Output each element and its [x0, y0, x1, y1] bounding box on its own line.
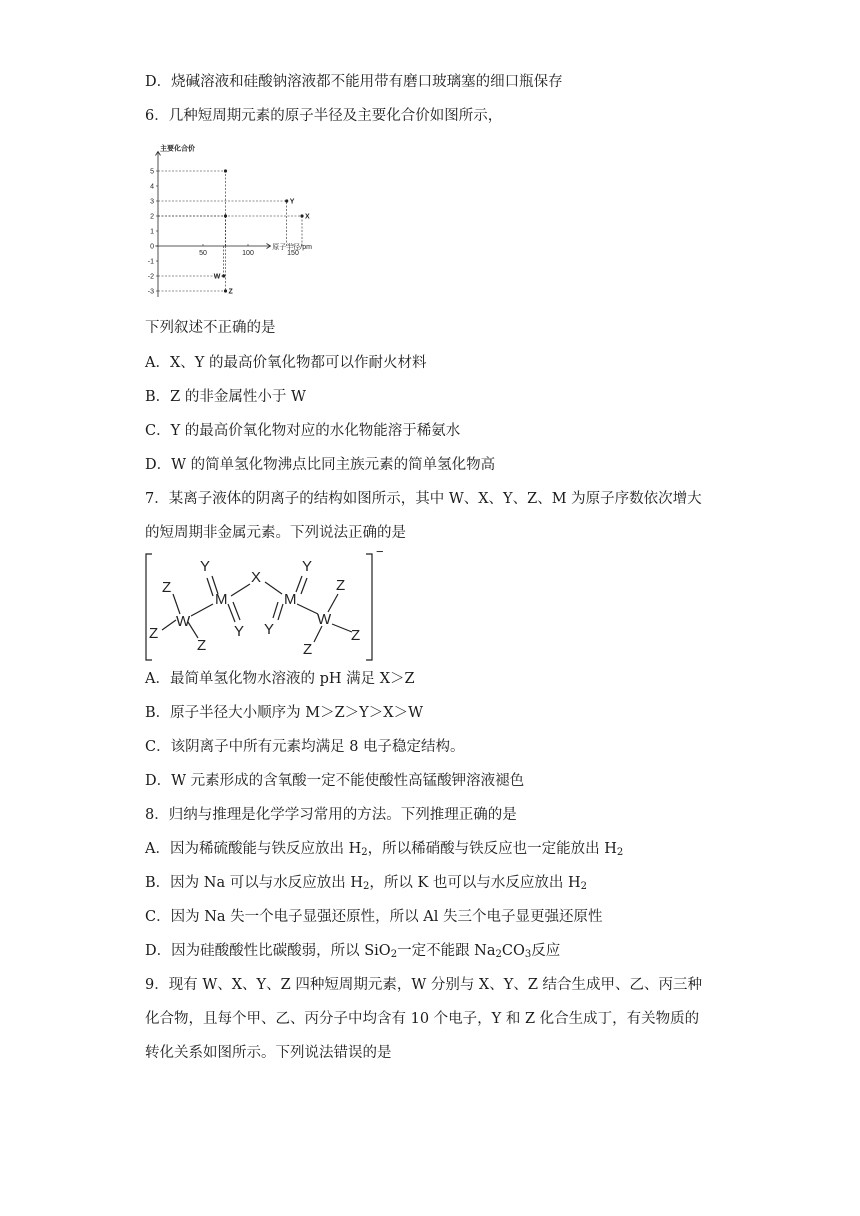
q8-d-text4: 反应 — [531, 943, 561, 959]
y-tick-label: -3 — [147, 288, 154, 296]
atom-y: Y — [200, 558, 211, 575]
x-tick-label: 100 — [242, 250, 254, 257]
y-tick-label: 4 — [150, 183, 154, 191]
y-tick-label: 5 — [150, 168, 154, 176]
q7-anion-structure — [140, 546, 400, 666]
atom-z: Z — [336, 577, 346, 594]
point-label: Y — [289, 198, 295, 206]
x-tick-label: 50 — [199, 250, 207, 257]
q8-option-c: C．因为 Na 失一个电子显强还原性，所以 Al 失三个电子显更强还原性 — [145, 909, 603, 925]
q8-option-d — [145, 941, 560, 961]
subscript: 3 — [524, 949, 532, 960]
y-tick-label: -1 — [147, 258, 154, 266]
y-tick-label: 2 — [150, 213, 154, 221]
subscript: 2 — [390, 949, 398, 960]
q6-option-c: C．Y 的最高价氧化物对应的水化物能溶于稀氨水 — [145, 423, 461, 439]
q8-option-b — [145, 873, 587, 893]
q8-a-text2: ，所以稀硝酸与铁反应也一定能放出 H — [367, 841, 617, 857]
q7-option-c: C．该阴离子中所有元素均满足 8 电子稳定结构。 — [145, 739, 465, 755]
atom-z: Z — [162, 579, 172, 596]
anion-charge: − — [376, 544, 384, 559]
q8-d-text3: CO — [501, 943, 525, 959]
subscript: 2 — [616, 847, 624, 858]
q7-option-a: A．最简单氢化物水溶液的 pH 满足 X＞Z — [145, 671, 415, 687]
q6-option-b: B．Z 的非金属性小于 W — [145, 389, 306, 405]
q8-option-a — [145, 839, 623, 859]
y-axis-label: 主要化合价 — [160, 145, 195, 153]
atom-w: W — [176, 613, 191, 630]
data-point — [285, 199, 288, 202]
subscript: 2 — [580, 881, 588, 892]
atom-z: Z — [149, 625, 159, 642]
q7-option-b: B．原子半径大小顺序为 M＞Z＞Y＞X＞W — [145, 705, 423, 721]
point-label: X — [305, 213, 310, 221]
atom-y: Y — [264, 621, 275, 638]
q9-stem-line3: 转化关系如图所示。下列说法错误的是 — [145, 1045, 392, 1061]
q6-option-a: A．X、Y 的最高价氧化物都可以作耐火材料 — [145, 355, 427, 371]
q8-b-text1: B．因为 Na 可以与水反应放出 H — [145, 875, 363, 891]
atom-y: Y — [302, 558, 313, 575]
y-tick-label: 1 — [150, 228, 154, 236]
point-label: Z — [228, 288, 233, 296]
data-point — [224, 169, 227, 172]
subscript: 2 — [362, 881, 370, 892]
q8-a-text1: A．因为稀硫酸能与铁反应放出 H — [145, 841, 362, 857]
point-label: W — [213, 273, 221, 281]
subscript: 2 — [361, 847, 368, 858]
atom-m: M — [284, 591, 297, 608]
y-tick-label: 3 — [150, 198, 154, 206]
q7-option-d: D．W 元素形成的含氧酸一定不能使酸性高锰酸钾溶液褪色 — [145, 773, 525, 789]
q8-stem: 8．归纳与推理是化学学习常用的方法。下列推理正确的是 — [145, 807, 517, 823]
q9-stem-line1: 9．现有 W、X、Y、Z 四种短周期元素，W 分别与 X、Y、Z 结合生成甲、乙、丙三种 — [145, 977, 703, 993]
x-tick-label: 150 — [287, 250, 299, 257]
q6-stem: 6．几种短周期元素的原子半径及主要化合价如图所示， — [145, 108, 503, 124]
q8-b-text2: ，所以 K 也可以与水反应放出 H — [369, 875, 581, 891]
atom-y: Y — [234, 623, 245, 640]
q7-stem-line1: 7．某离子液体的阴离子的结构如图所示，其中 W、X、Y、Z、M 为原子序数依次增大 — [145, 491, 702, 507]
q5-option-d: D．烧碱溶液和硅酸钠溶液都不能用带有磨口玻璃塞的细口瓶保存 — [145, 74, 563, 90]
q8-d-text2: 一定不能跟 Na — [397, 943, 496, 959]
q8-d-text1: D．因为硅酸酸性比碳酸弱，所以 SiO — [145, 943, 391, 959]
data-point — [300, 214, 303, 217]
q6-chart — [140, 140, 312, 310]
atom-w: W — [317, 611, 332, 628]
q7-stem-line2: 的短周期非金属元素。下列说法正确的是 — [145, 525, 406, 541]
q6-option-d: D．W 的简单氢化物沸点比同主族元素的简单氢化物高 — [145, 457, 496, 473]
subscript: 2 — [495, 949, 502, 960]
atom-z: Z — [303, 641, 313, 658]
data-point — [222, 274, 225, 277]
atom-x: X — [251, 569, 262, 586]
atom-z: Z — [197, 637, 207, 654]
q6-prompt: 下列叙述不正确的是 — [145, 320, 276, 336]
y-tick-label: -2 — [147, 273, 154, 281]
x-axis-label: 原子半径/pm — [272, 244, 312, 251]
atom-z: Z — [351, 627, 361, 644]
atom-m: M — [215, 591, 228, 608]
q9-stem-line2: 化合物，且每个甲、乙、丙分子中均含有 10 个电子，Y 和 Z 化合生成丁，有关物质的 — [145, 1011, 700, 1027]
data-point — [224, 289, 227, 292]
y-tick-label: 0 — [150, 243, 154, 251]
